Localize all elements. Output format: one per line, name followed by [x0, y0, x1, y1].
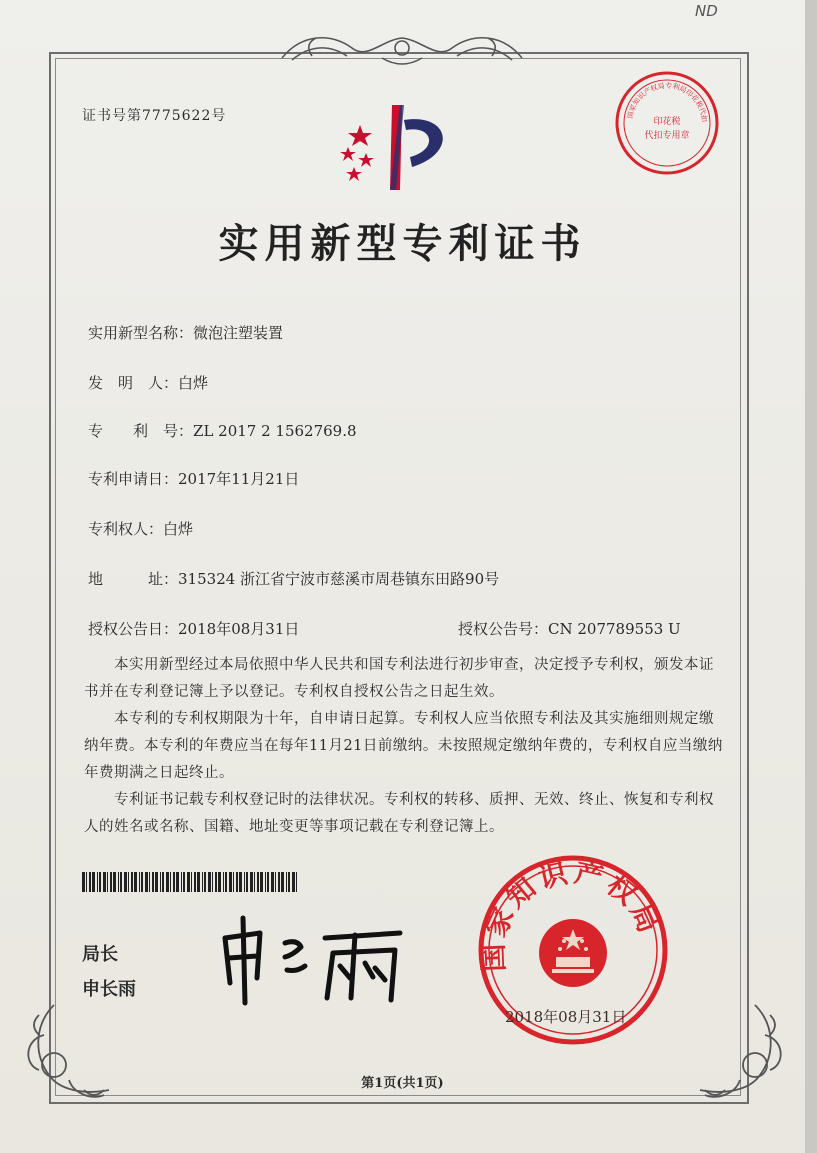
field-label: 发 明 人： — [88, 374, 179, 392]
barcode-bar — [120, 872, 122, 892]
address-field — [88, 568, 499, 589]
barcode-bar — [110, 872, 112, 892]
barcode-bar — [250, 872, 253, 892]
barcode-bar — [149, 872, 150, 892]
barcode-bar — [141, 872, 143, 892]
grant-date-field — [88, 618, 299, 639]
barcode-bar — [233, 872, 234, 892]
barcode-bar — [212, 872, 213, 892]
barcode-bar — [162, 872, 164, 892]
barcode-bar — [166, 872, 169, 892]
barcode-bar — [170, 872, 171, 892]
barcode-bar — [183, 872, 185, 892]
utility-model-name-field — [88, 322, 283, 343]
barcode-bar — [257, 872, 259, 892]
barcode-bar — [124, 872, 127, 892]
signatory-role: 局长 — [82, 944, 118, 965]
barcode-bar — [113, 872, 116, 892]
barcode-bar — [181, 872, 182, 892]
signatory-name: 申长雨 — [82, 979, 136, 1000]
barcode-bar — [239, 872, 242, 892]
barcode-bar — [187, 872, 190, 892]
barcode-bar — [229, 872, 232, 892]
barcode-bar — [97, 872, 98, 892]
paragraph: 专利证书记载专利权登记时的法律状况。专利权的转移、质押、无效、终止、恢复和专利权人的姓名或名称、国籍、地址变更等事项记载在专利登记簿上。 — [84, 792, 714, 835]
field-value: 白烨 — [178, 374, 209, 392]
barcode-bar — [208, 872, 211, 892]
barcode-bar — [296, 872, 297, 892]
barcode-bar — [160, 872, 161, 892]
barcode-bar — [134, 872, 137, 892]
barcode-bar — [202, 872, 203, 892]
field-value: 315324 浙江省宁波市慈溪市周巷镇东田路90号 — [178, 570, 500, 588]
barcode-bar — [89, 872, 91, 892]
barcode-bar — [265, 872, 266, 892]
barcode-bar — [173, 872, 175, 892]
barcode-bar — [288, 872, 290, 892]
barcode-bar — [118, 872, 119, 892]
barcode-bar — [128, 872, 129, 892]
barcode-bar — [292, 872, 295, 892]
barcode-bar — [92, 872, 95, 892]
field-value: 微泡注塑装置 — [193, 324, 284, 342]
barcode-bar — [254, 872, 255, 892]
barcode-bar — [131, 872, 133, 892]
filing-date-field — [88, 468, 299, 489]
barcode-bar — [82, 872, 85, 892]
patentee-field — [88, 518, 193, 539]
barcode-bar — [271, 872, 274, 892]
barcode-bar — [267, 872, 269, 892]
barcode-bar — [275, 872, 276, 892]
barcode-bar — [204, 872, 206, 892]
cnipa-logo-icon — [330, 95, 460, 195]
field-label: 专利申请日： — [88, 470, 179, 488]
field-label: 实用新型名称： — [88, 324, 194, 342]
barcode-bar — [194, 872, 196, 892]
handwritten-note: ND — [695, 2, 718, 20]
certificate-body — [84, 652, 724, 841]
patent-number-field — [88, 420, 357, 441]
background-strip — [805, 0, 817, 1153]
top-ornament — [272, 28, 532, 70]
field-value: ZL 2017 2 1562769.8 — [193, 422, 357, 440]
barcode-bar — [244, 872, 245, 892]
certificate-number: 证书号第7775622号 — [82, 108, 227, 124]
field-label: 授权公告日： — [88, 620, 179, 638]
barcode-bar — [103, 872, 106, 892]
svg-text:印花税: 印花税 — [653, 117, 681, 127]
svg-text:国家知识产权局专利局印花税代扣: 国家知识产权局专利局印花税代扣 — [626, 81, 709, 123]
barcode-bar — [145, 872, 148, 892]
field-value: 白烨 — [163, 520, 194, 538]
barcode-bar — [260, 872, 263, 892]
barcode-bar — [86, 872, 87, 892]
field-label: 专利权人： — [88, 520, 164, 538]
paragraph: 本专利的专利权期限为十年，自申请日起算。专利权人应当依照专利法及其实施细则规定缴纳年费。本专利的年费应当在每年11月21日前缴纳。未按照规定缴纳年费的，专利权自应当缴纳年费期满之日起终止。 — [84, 711, 723, 781]
barcode-bar — [286, 872, 287, 892]
field-label: 专 利 号： — [88, 422, 194, 440]
barcode-bar — [281, 872, 284, 892]
barcode-bar — [278, 872, 280, 892]
field-value: 2018年08月31日 — [178, 620, 300, 638]
barcode-bar — [152, 872, 154, 892]
barcode-bar — [225, 872, 227, 892]
handwritten-signature — [215, 908, 415, 1008]
barcode-bar — [139, 872, 140, 892]
barcode-bar — [155, 872, 158, 892]
barcode-bar — [197, 872, 200, 892]
svg-text:代扣专用章: 代扣专用章 — [644, 131, 690, 141]
barcode-bar — [246, 872, 248, 892]
tax-stamp-icon — [612, 68, 722, 178]
field-value: CN 207789553 U — [548, 620, 681, 638]
barcode-bar — [218, 872, 221, 892]
barcode-bar — [176, 872, 179, 892]
barcode-bar — [99, 872, 101, 892]
barcode — [82, 872, 302, 892]
barcode-bar — [107, 872, 108, 892]
seal-date: 2018年08月31日 — [505, 1008, 627, 1026]
certificate-title: 实用新型专利证书 — [218, 221, 587, 267]
paragraph: 本实用新型经过本局依照中华人民共和国专利法进行初步审查，决定授予专利权，颁发本证书并在专利登记簿上予以登记。专利权自授权公告之日起生效。 — [84, 657, 714, 700]
svg-text:国家知识产权局: 国家知识产权局 — [476, 855, 668, 973]
barcode-bar — [191, 872, 192, 892]
page-footer: 第1页(共1页) — [361, 1076, 444, 1091]
field-label: 地 址： — [88, 570, 179, 588]
field-value: 2017年11月21日 — [178, 470, 300, 488]
inventor-field — [88, 372, 208, 393]
grant-number-field — [458, 618, 681, 639]
barcode-bar — [236, 872, 238, 892]
field-label: 授权公告号： — [458, 620, 549, 638]
barcode-bar — [215, 872, 217, 892]
barcode-bar — [223, 872, 224, 892]
